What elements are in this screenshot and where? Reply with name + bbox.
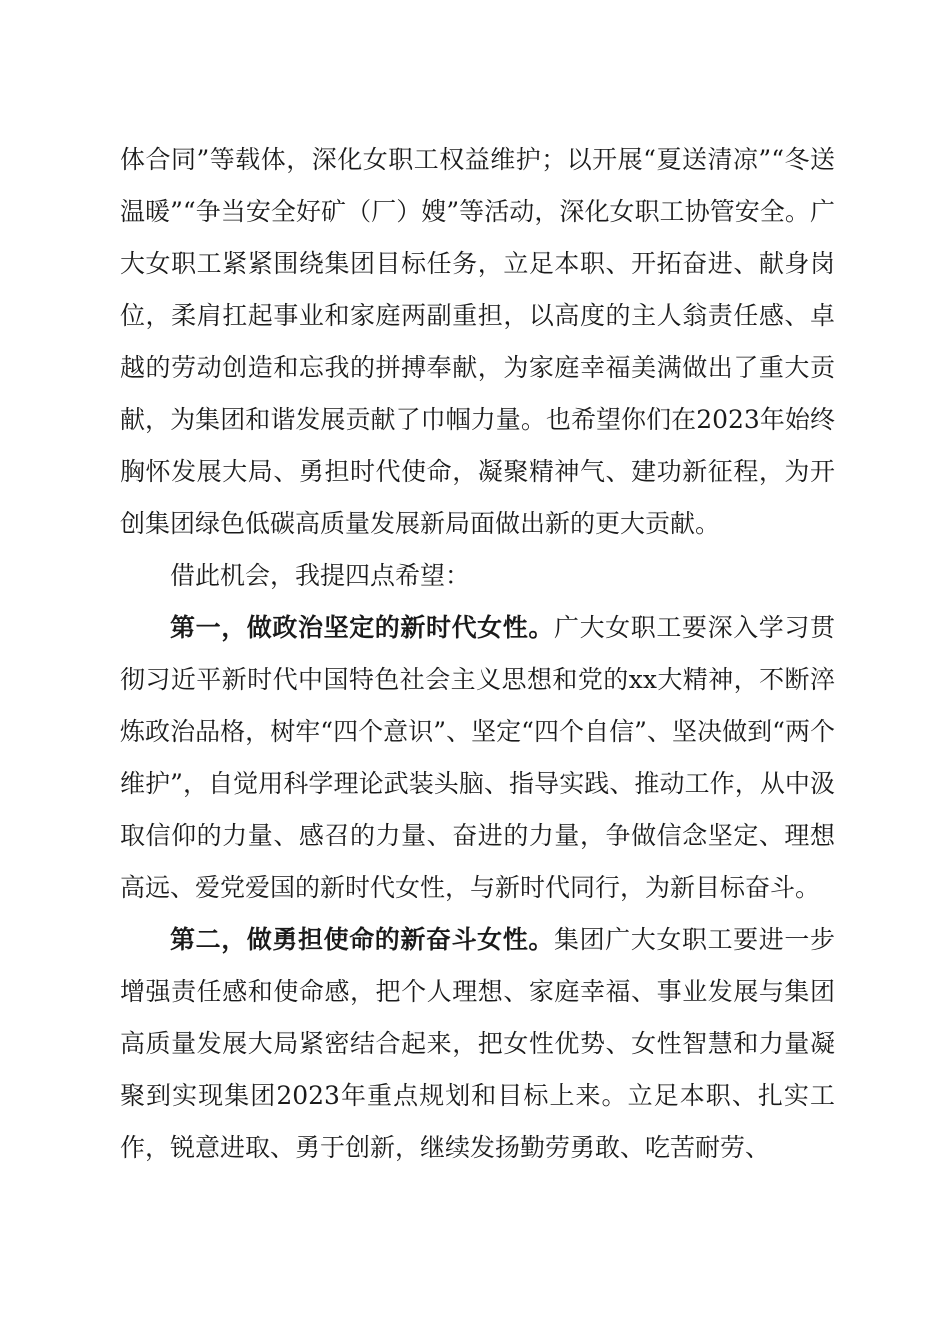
paragraph-continuation [120, 134, 835, 550]
paragraph-heading: 第一，做政治坚定的新时代女性。 [170, 613, 554, 642]
paragraph-hope-1 [120, 602, 835, 914]
body-text [120, 134, 835, 1174]
paragraph-heading: 第二，做勇担使命的新奋斗女性。 [170, 925, 554, 954]
paragraph-text: 借此机会，我提四点希望： [170, 561, 471, 590]
paragraph-text: 集团广大女职工要进一步增强责任感和使命感，把个人理想、家庭幸福、事业发展与集团高质量发展大局紧密结合起来，把女性优势、女性智慧和力量凝聚到实现集团2023年重点规划和目标上来。立足本职、扎实工作，锐意进取、勇于创新，继续发扬勤劳勇敢、吃苦耐劳、 [120, 925, 835, 1162]
paragraph-text: 体合同”等载体，深化女职工权益维护；以开展“夏送清凉”“冬送温暖”“争当安全好矿（厂）嫂”等活动，深化女职工协管安全。广大女职工紧紧围绕集团目标任务，立足本职、开拓奋进、献身岗位，柔肩扛起事业和家庭两副重担，以高度的主人翁责任感、卓越的劳动创造和忘我的拼搏奉献，为家庭幸福美满做出了重大贡献，为集团和谐发展贡献了巾帼力量。也希望你们在2023年始终胸怀发展大局、勇担时代使命，凝聚精神气、建功新征程，为开创集团绿色低碳高质量发展新局面做出新的更大贡献。 [120, 145, 835, 538]
paragraph-text: 广大女职工要深入学习贯彻习近平新时代中国特色社会主义思想和党的xx大精神，不断淬炼政治品格，树牢“四个意识”、坚定“四个自信”、坚决做到“两个维护”，自觉用科学理论武装头脑、指导实践、推动工作，从中汲取信仰的力量、感召的力量、奋进的力量，争做信念坚定、理想高远、爱党爱国的新时代女性，与新时代同行，为新目标奋斗。 [120, 613, 835, 902]
paragraph-intro-hopes [120, 550, 835, 602]
paragraph-hope-2 [120, 914, 835, 1174]
